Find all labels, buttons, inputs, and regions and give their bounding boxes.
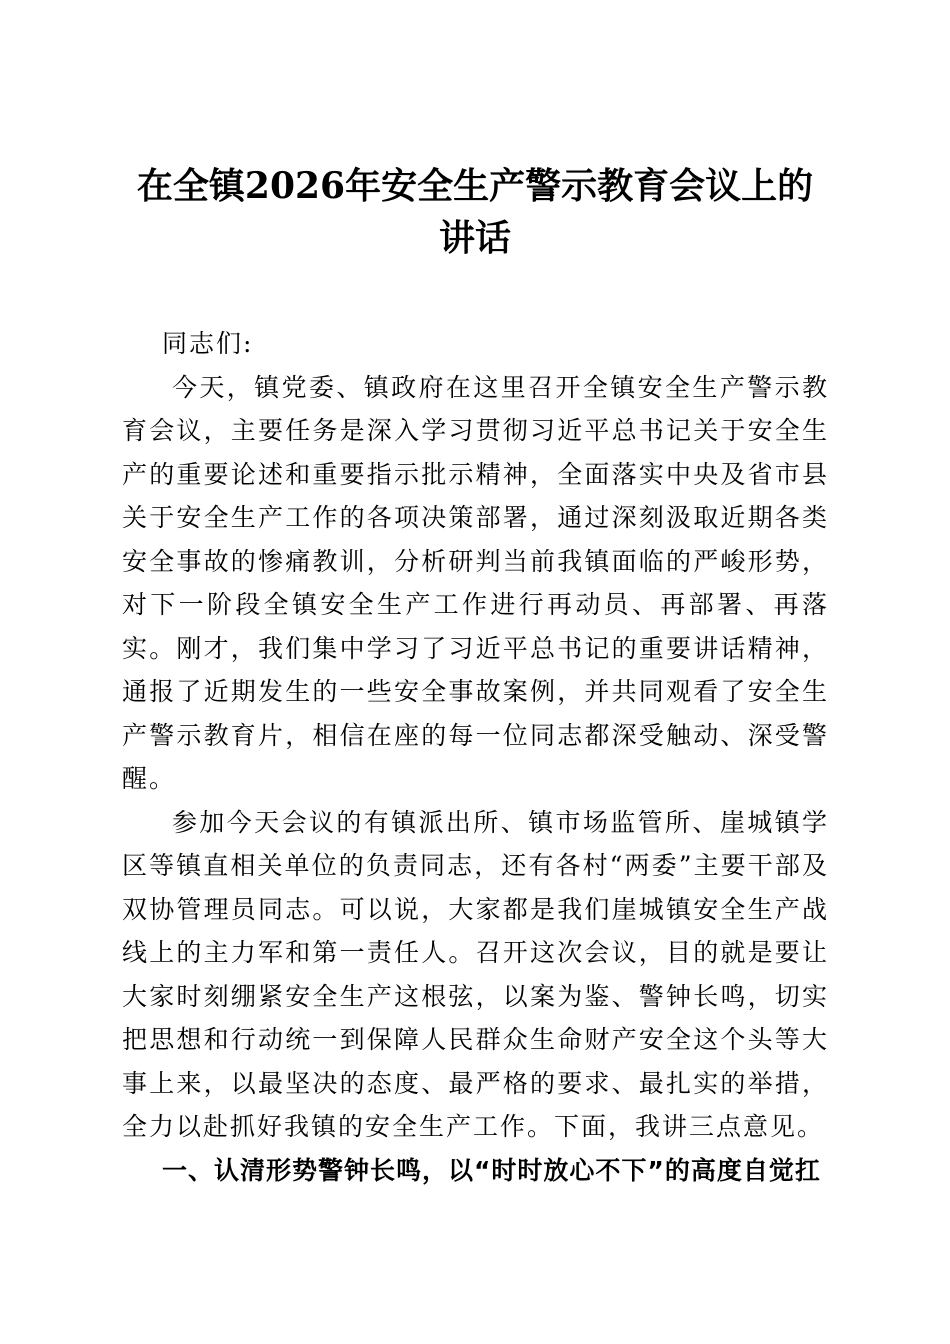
salutation: 同志们: (162, 329, 254, 358)
document-title: 在全镇2026年安全生产警示教育会议上的讲话 (136, 165, 814, 259)
document-body (122, 322, 829, 1192)
paragraph-attendees: 参加今天会议的有镇派出所、镇市场监管所、崖城镇学区等镇直相关单位的负责同志，还有各村“两委”主要干部及双协管理员同志。可以说，大家都是我们崖城镇安全生产战线上的主力军和第一责任人。召开这次会议，目的就是要让大家时刻绷紧安全生产这根弦，以案为鉴、警钟长鸣，切实把思想和行动统一到保障人民群众生命财产安全这个头等大事上来，以最坚决的态度、最严格的要求、最扎实的举措，全力以赴抓好我镇的安全生产工作。下面，我讲三点意见。 (122, 807, 829, 1141)
section-heading-1: 一、认清形势警钟长鸣，以“时时放心不下”的高度自觉扛 (162, 1155, 821, 1185)
paragraph-opening: 今天，镇党委、镇政府在这里召开全镇安全生产警示教育会议，主要任务是深入学习贯彻习近平总书记关于安全生产的重要论述和重要指示批示精神，全面落实中央及省市县关于安全生产工作的各项决策部署，通过深刻汲取近期各类安全事故的惨痛教训，分析研判当前我镇面临的严峻形势，对下一阶段全镇安全生产工作进行再动员、再部署、再落实。刚才，我们集中学习了习近平总书记的重要讲话精神，通报了近期发生的一些安全事故案例，并共同观看了安全生产警示教育片，相信在座的每一位同志都深受触动、深受警醒。 (122, 372, 829, 793)
